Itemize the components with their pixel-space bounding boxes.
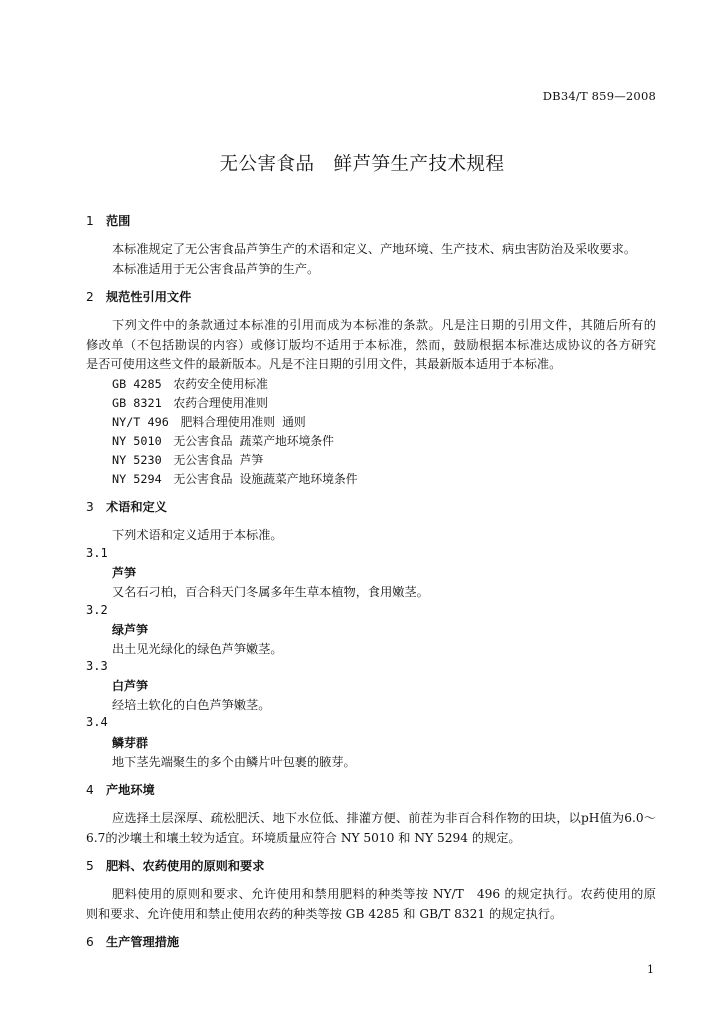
term-number: 3.3 [86, 659, 108, 673]
document-title: 无公害食品 鲜芦笋生产技术规程 [219, 154, 505, 175]
section-2-line-3: 是否可使用这些文件的最新版本。凡是不注日期的引用文件，其最新版本适用于本标准。 [86, 357, 562, 371]
standard-code: DB34/T 859—2008 [542, 89, 656, 103]
section-1-paragraph-1: 本标准规定了无公害食品芦笋生产的术语和定义、产地环境、生产技术、病虫害防治及采收要求。 [112, 242, 637, 256]
section-4-heading: 4 产地环境 [86, 783, 155, 797]
term-definition: 经培土软化的白色芦笋嫩茎。 [112, 698, 271, 712]
section-5-line-1: 肥料使用的原则和要求、允许使用和禁用肥料的种类等按 NY/T 496 的规定执行。农药使用的原 [112, 887, 656, 901]
term-number: 3.1 [86, 546, 108, 560]
section-4-line-2: 6.7的沙壤土和壤土较为适宜。环境质量应符合 NY 5010 和 NY 5294 的规定。 [86, 831, 521, 845]
reference-item: NY/T 496 肥料合理使用准则 通则 [112, 415, 306, 429]
section-3-intro: 下列术语和定义适用于本标准。 [112, 528, 283, 542]
section-5-heading: 5 肥料、农药使用的原则和要求 [86, 859, 265, 873]
section-5-line-2: 则和要求、允许使用和禁止使用农药的种类等按 GB 4285 和 GB/T 8321 的规定执行。 [86, 907, 563, 921]
term-definition: 地下茎先端聚生的多个由鳞片叶包裹的腋芽。 [112, 755, 356, 769]
term-name: 白芦笋 [112, 679, 149, 693]
section-3-heading: 3 术语和定义 [86, 500, 167, 514]
section-2-heading: 2 规范性引用文件 [86, 290, 192, 304]
term-name: 芦笋 [112, 566, 137, 580]
term-definition: 出土见光绿化的绿色芦笋嫩茎。 [112, 642, 283, 656]
reference-item: NY 5230 无公害食品 芦笋 [112, 453, 264, 467]
term-number: 3.2 [86, 603, 108, 617]
term-number: 3.4 [86, 715, 108, 729]
section-2-line-2: 修改单（不包括勘误的内容）或修订版均不适用于本标准，然而，鼓励根据本标准达成协议的各方研究 [86, 338, 656, 352]
term-name: 绿芦笋 [112, 623, 149, 637]
section-4-line-1: 应选择土层深厚、疏松肥沃、地下水位低、排灌方便、前茬为非百合科作物的田块，以pH值为6.0～ [112, 811, 656, 825]
term-name: 鳞芽群 [112, 736, 149, 750]
reference-item: GB 8321 农药合理使用准则 [112, 396, 268, 410]
section-2-line-1: 下列文件中的条款通过本标准的引用而成为本标准的条款。凡是注日期的引用文件，其随后所有的 [112, 318, 656, 332]
section-1-paragraph-2: 本标准适用于无公害食品芦笋的生产。 [112, 262, 320, 276]
reference-item: GB 4285 农药安全使用标准 [112, 377, 268, 391]
section-6-heading: 6 生产管理措施 [86, 935, 180, 949]
page-number: 1 [647, 963, 654, 976]
section-1-heading: 1 范围 [86, 214, 131, 228]
term-definition: 又名石刁柏，百合科天门冬属多年生草本植物，食用嫩茎。 [112, 585, 429, 599]
reference-item: NY 5010 无公害食品 蔬菜产地环境条件 [112, 434, 334, 448]
reference-item: NY 5294 无公害食品 设施蔬菜产地环境条件 [112, 472, 358, 486]
